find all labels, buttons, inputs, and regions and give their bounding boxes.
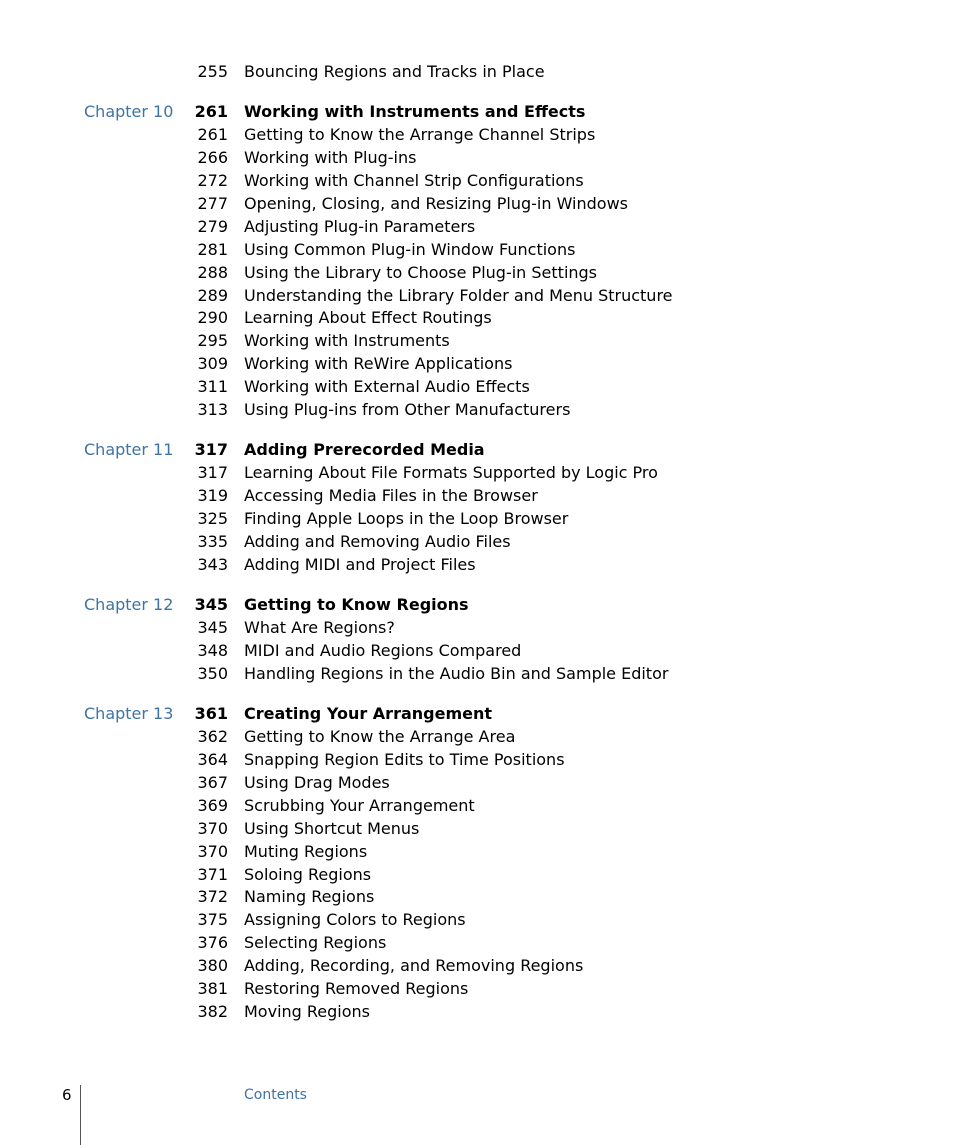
toc-entry[interactable] <box>0 285 954 308</box>
toc-chapter-heading[interactable] <box>0 101 954 124</box>
toc-entry[interactable] <box>0 330 954 353</box>
toc-entry[interactable] <box>0 1001 954 1024</box>
toc-page-number: 350 <box>197 663 228 683</box>
toc-entry[interactable] <box>0 841 954 864</box>
toc-page-number: 311 <box>197 377 228 397</box>
toc-page-number: 261 <box>197 125 228 145</box>
toc-chapter-heading[interactable] <box>0 439 954 462</box>
toc-entry[interactable] <box>0 978 954 1001</box>
toc-entry-title: Working with Instruments and Effects <box>244 102 586 122</box>
toc-page-number: 266 <box>197 148 228 168</box>
toc-page-number: 370 <box>197 818 228 838</box>
toc-entry[interactable] <box>0 147 954 170</box>
toc-entry[interactable] <box>0 772 954 795</box>
toc-entry-title: Working with External Audio Effects <box>244 377 530 397</box>
toc-entry[interactable] <box>0 886 954 909</box>
toc-entry[interactable] <box>0 909 954 932</box>
toc-page-number: 272 <box>197 171 228 191</box>
toc-entry-title: Working with ReWire Applications <box>244 354 513 374</box>
page-number: 6 <box>62 1086 72 1104</box>
toc-entry-title: Snapping Region Edits to Time Positions <box>244 750 565 770</box>
toc-entry[interactable] <box>0 617 954 640</box>
toc-chapter-group <box>0 101 954 421</box>
toc-entry[interactable] <box>0 307 954 330</box>
toc-entry-title: Understanding the Library Folder and Menu Structure <box>244 285 673 305</box>
toc-chapter-heading[interactable] <box>0 594 954 617</box>
toc-chapter-group <box>0 594 954 686</box>
toc-entry[interactable] <box>0 462 954 485</box>
toc-entry-title: Handling Regions in the Audio Bin and Sample Editor <box>244 663 669 683</box>
toc-page-number: 361 <box>194 704 228 724</box>
toc-page-number: 376 <box>197 933 228 953</box>
toc-entry[interactable] <box>0 485 954 508</box>
toc-page-number: 335 <box>197 531 228 551</box>
toc-entry-title: Accessing Media Files in the Browser <box>244 486 538 506</box>
chapter-label: Chapter 13 <box>84 704 174 724</box>
toc-entry-title: Selecting Regions <box>244 933 387 953</box>
toc-page-number: 343 <box>197 554 228 574</box>
chapter-label: Chapter 10 <box>84 102 174 122</box>
toc-entry-title: MIDI and Audio Regions Compared <box>244 640 522 660</box>
toc-entry-title: Getting to Know the Arrange Area <box>244 727 516 747</box>
toc-page-number: 290 <box>197 308 228 328</box>
toc-entry[interactable] <box>0 864 954 887</box>
toc-entry-title: Getting to Know the Arrange Channel Strips <box>244 125 596 145</box>
toc-page-number: 367 <box>197 772 228 792</box>
toc-entry[interactable] <box>0 376 954 399</box>
toc-entry-title: Working with Instruments <box>244 331 450 351</box>
toc-page-number: 295 <box>197 331 228 351</box>
toc-page-number: 289 <box>197 285 228 305</box>
toc-page-number: 382 <box>197 1001 228 1021</box>
toc-entry-title: Creating Your Arrangement <box>244 704 493 724</box>
toc-entry-title: Using Plug-ins from Other Manufacturers <box>244 399 571 419</box>
toc-entry-title: Finding Apple Loops in the Loop Browser <box>244 509 569 529</box>
toc-entry[interactable] <box>0 239 954 262</box>
toc-entry-title: Using Drag Modes <box>244 772 390 792</box>
toc-page-number: 279 <box>197 216 228 236</box>
toc-entry-title: Moving Regions <box>244 1001 370 1021</box>
toc-entry-title: Adjusting Plug-in Parameters <box>244 216 476 236</box>
toc-entry-title: Working with Channel Strip Configurations <box>244 171 584 191</box>
toc-page-number: 381 <box>197 978 228 998</box>
toc-entry-title: Naming Regions <box>244 887 375 907</box>
toc-page-number: 370 <box>197 841 228 861</box>
toc-entry[interactable] <box>0 124 954 147</box>
toc-entry-title: Adding and Removing Audio Files <box>244 531 511 551</box>
toc-chapter-heading[interactable] <box>0 703 954 726</box>
toc-entry[interactable] <box>0 818 954 841</box>
toc-entry[interactable] <box>0 61 954 84</box>
toc-entry-title: Getting to Know Regions <box>244 595 469 615</box>
toc-entry[interactable] <box>0 262 954 285</box>
toc-entry[interactable] <box>0 749 954 772</box>
toc-page-number: 345 <box>197 618 228 638</box>
chapter-label: Chapter 12 <box>84 595 174 615</box>
toc-page-number: 313 <box>197 399 228 419</box>
toc-entry-title: Using the Library to Choose Plug-in Settings <box>244 262 598 282</box>
toc-entry[interactable] <box>0 795 954 818</box>
toc-entry-title: Opening, Closing, and Resizing Plug-in Windows <box>244 193 628 213</box>
toc-entry[interactable] <box>0 932 954 955</box>
toc-entry[interactable] <box>0 531 954 554</box>
toc-entry[interactable] <box>0 399 954 422</box>
toc-entry[interactable] <box>0 508 954 531</box>
toc-entry-title: Adding, Recording, and Removing Regions <box>244 956 584 976</box>
toc-entry-title: Learning About File Formats Supported by Logic Pro <box>244 463 658 483</box>
chapter-label: Chapter 11 <box>84 440 174 460</box>
toc-entry-title: Learning About Effect Routings <box>244 308 492 328</box>
toc-entry[interactable] <box>0 663 954 686</box>
toc-entry[interactable] <box>0 193 954 216</box>
toc-page-number: 309 <box>197 354 228 374</box>
toc-entry[interactable] <box>0 955 954 978</box>
toc-page-number: 317 <box>194 440 228 460</box>
footer-divider <box>80 1085 81 1145</box>
toc-page-number: 288 <box>197 262 228 282</box>
toc-entry[interactable] <box>0 554 954 577</box>
toc-entry-title: Working with Plug-ins <box>244 148 417 168</box>
toc-entry[interactable] <box>0 170 954 193</box>
toc-page-number: 371 <box>197 864 228 884</box>
toc-entry-title: What Are Regions? <box>244 618 395 638</box>
toc-chapter-group <box>0 61 954 84</box>
toc-page-number: 255 <box>197 62 228 81</box>
toc-entry-title: Using Common Plug-in Window Functions <box>244 239 576 259</box>
toc-page-number: 345 <box>194 595 228 615</box>
toc-page-number: 261 <box>194 102 228 122</box>
toc-page-number: 317 <box>197 463 228 483</box>
footer-section-label: Contents <box>244 1087 307 1103</box>
toc-entry-title: Assigning Colors to Regions <box>244 910 466 930</box>
toc-page-number: 325 <box>197 509 228 529</box>
toc-entry-title: Adding Prerecorded Media <box>244 440 485 460</box>
toc-entry-title: Soloing Regions <box>244 864 372 884</box>
toc-page-number: 375 <box>197 910 228 930</box>
toc-entry[interactable] <box>0 640 954 663</box>
toc-page-number: 319 <box>197 486 228 506</box>
toc-page-number: 281 <box>197 239 228 259</box>
toc-chapter-group <box>0 439 954 576</box>
toc-entry-title: Restoring Removed Regions <box>244 978 469 998</box>
toc-chapter-group <box>0 703 954 1023</box>
toc-page-number: 362 <box>197 727 228 747</box>
toc-entry-title: Adding MIDI and Project Files <box>244 554 476 574</box>
toc-entry[interactable] <box>0 216 954 239</box>
toc-page-number: 364 <box>197 750 228 770</box>
toc-page-number: 372 <box>197 887 228 907</box>
toc-entry-title: Using Shortcut Menus <box>244 818 420 838</box>
toc-page-number: 348 <box>197 640 228 660</box>
table-of-contents <box>0 61 954 1041</box>
toc-entry[interactable] <box>0 726 954 749</box>
toc-page-number: 277 <box>197 193 228 213</box>
toc-entry-title: Bouncing Regions and Tracks in Place <box>244 62 545 81</box>
toc-page-number: 369 <box>197 795 228 815</box>
toc-entry-title: Muting Regions <box>244 841 368 861</box>
toc-entry-title: Scrubbing Your Arrangement <box>244 795 475 815</box>
toc-page-number: 380 <box>197 956 228 976</box>
toc-entry[interactable] <box>0 353 954 376</box>
